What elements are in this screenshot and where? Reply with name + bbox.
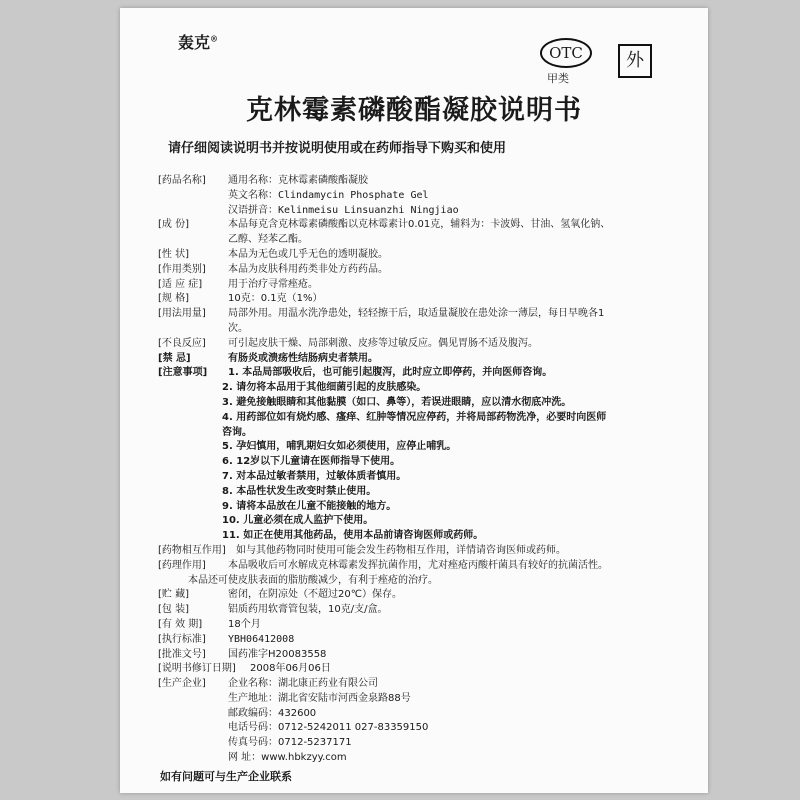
english-name: 英文名称：Clindamycin Phosphate Gel: [228, 189, 429, 201]
category-section: [作用类别] 本品为皮肤科用药类非处方药药品。: [158, 263, 388, 275]
properties-section: [性 状] 本品为无色或几乎无色的透明凝胶。: [158, 248, 388, 260]
manufacturer-fax: 传真号码：0712-5237171: [228, 737, 352, 749]
list-item: 10. 儿童必须在成人监护下使用。: [222, 515, 374, 527]
validity-section: [有 效 期] 18个月: [158, 618, 261, 630]
otc-category: 甲类: [547, 72, 569, 85]
brand-logo: 轰克®: [178, 33, 219, 52]
document-subtitle: 请仔细阅读说明书并按说明使用或在药师指导下购买和使用: [168, 141, 507, 156]
list-item: 9. 请将本品放在儿童不能接触的地方。: [222, 500, 397, 512]
manufacturer-website: 网 址：www.hbkzyy.com: [228, 752, 347, 764]
interactions-section: [药物相互作用] 如与其他药物同时使用可能会发生药物相互作用，详情请咨询医师或药师。: [158, 544, 566, 556]
manufacturer-postcode: 邮政编码：432600: [228, 707, 317, 719]
leaflet-body: [药品名称] 通用名称：克林霉素磷酸酯凝胶 英文名称：Clindamycin Phosphate Gel 汉语拼音：Kelinmeisu Linsuanzhi Ningjiao [成 份] 本品每克含克林霉素磷酸酯以克林霉素计0.01克，辅料为：卡波姆、甘油、氢氧化钠、 乙醇、羟苯乙酯。 [性 状] 本品为无色或几乎无色的透明凝胶。 [作用类别] 本品为皮肤科用药类非处方药药品。 [适 应 症] 用于治疗寻常痤疮。 [规 格] 10克：0.1克（1%） [用法用量] 局部外用。用温水洗净患处，轻轻擦干后，取适量凝胶在患处涂一薄层，每日早晚各1 次。 [不良反应] 可引起皮肤干燥、局部刺激、皮疹等过敏反应。偶见胃肠不适及腹泻。 [禁 忌] 有肠炎或溃疡性结肠病史者禁用。 [注意事项] 1. 本品局部吸收后，也可能引起腹泻，此时应立即停药，并向医师咨询。 2. 请勿将本品用于其他细菌引起的皮肤感染。 3. 避免接触眼睛和其他黏膜（如口、鼻等），若误进眼睛，应以清水彻底冲洗。 4. 用药部位如有烧灼感、瘙痒、红肿等情况应停药，并将局部药物洗净，必要时向医师 咨询。 5. 孕妇慎用，哺乳期妇女如必须使用，应停止哺乳。 6. 12岁以下儿童请在医师指导下使用。 7. 对本品过敏者禁用，过敏体质者慎用。 8. 本品性状发生改变时禁止使用。 9. 请将本品放在儿童不能接触的地方。 10. 儿童必须在成人监护下使用。 11. 如正在使用其他药品，使用本品前请咨询医师或药师。 [药物相互作用] 如与其他药物同时使用可能会发生药物相互作用，详情请咨询医师或药师。 [药理作用] 本品吸收后可水解成克林霉素发挥抗菌作用，尤对痤疮丙酸杆菌具有较好的抗菌活性。 本品还可使皮肤表面的脂肪酸减少，有利于痤疮的治疗。 [贮 藏] 密闭，在阴凉处（不超过20℃）保存。 [包 装] 铝质药用软膏管包装，10克/支/盒。 [有 效 期] 18个月 [执行标准] YBH06412008 [批准文号] 国药准字H20083558 [说明书修订日期] 2008年06月06日 [生产企业] 企业名称：湖北康正药业有限公司 生产地址：湖北省安陆市河西金泉路88号 邮政编码：432600 电话号码：0712-5242011 027-83359150 传真号码：0712-5237171 网 址：www.hbkzyy.com: [158, 174, 698, 766]
list-item: 11. 如正在使用其他药品，使用本品前请咨询医师或药师。: [222, 530, 484, 542]
drug-name-section: [药品名称] 通用名称：克林霉素磷酸酯凝胶: [158, 175, 368, 186]
external-use-badge: 外: [618, 44, 652, 78]
footer-contact-note: 如有问题可与生产企业联系: [160, 770, 292, 783]
precautions-section: [注意事项] 1. 本品局部吸收后，也可能引起腹泻，此时应立即停药，并向医师咨询。: [158, 367, 553, 379]
pharmacology-section: [药理作用] 本品吸收后可水解成克林霉素发挥抗菌作用，尤对痤疮丙酸杆菌具有较好的抗菌活性。: [158, 559, 608, 571]
instruction-leaflet: [120, 8, 708, 793]
indication-section: [适 应 症] 用于治疗寻常痤疮。: [158, 278, 318, 290]
storage-section: [贮 藏] 密闭，在阴凉处（不超过20℃）保存。: [158, 589, 402, 601]
list-item: 4. 用药部位如有烧灼感、瘙痒、红肿等情况应停药，并将局部药物洗净，必要时向医师: [222, 411, 607, 423]
revision-date-section: [说明书修订日期] 2008年06月06日: [158, 663, 331, 675]
spec-section: [规 格] 10克：0.1克（1%）: [158, 293, 323, 305]
otc-badge: OTC: [540, 38, 592, 68]
document-title: 克林霉素磷酸酯凝胶说明书: [246, 95, 582, 126]
list-item: 7. 对本品过敏者禁用，过敏体质者慎用。: [222, 470, 407, 482]
list-item: 咨询。: [222, 426, 252, 438]
list-item: 3. 避免接触眼睛和其他黏膜（如口、鼻等），若误进眼睛，应以清水彻底冲洗。: [222, 396, 572, 408]
list-item: 2. 请勿将本品用于其他细菌引起的皮肤感染。: [222, 382, 427, 394]
standard-section: [执行标准] YBH06412008: [158, 633, 295, 645]
manufacturer-section: [生产企业] 企业名称：湖北康正药业有限公司: [158, 678, 378, 690]
composition-section: [成 份] 本品每克含克林霉素磷酸酯以克林霉素计0.01克，辅料为：卡波姆、甘油、氢氧化钠、: [158, 219, 611, 231]
pinyin-name: 汉语拼音：Kelinmeisu Linsuanzhi Ningjiao: [228, 204, 459, 216]
contraindications-section: [禁 忌] 有肠炎或溃疡性结肠病史者禁用。: [158, 352, 378, 364]
list-item: 5. 孕妇慎用，哺乳期妇女如必须使用，应停止哺乳。: [222, 441, 457, 453]
list-item: 8. 本品性状发生改变时禁止使用。: [222, 485, 377, 497]
manufacturer-phone: 电话号码：0712-5242011 027-83359150: [228, 722, 429, 734]
usage-section: [用法用量] 局部外用。用温水洗净患处，轻轻擦干后，取适量凝胶在患处涂一薄层，每日早晚各1: [158, 308, 605, 320]
adverse-reactions-section: [不良反应] 可引起皮肤干燥、局部刺激、皮疹等过敏反应。偶见胃肠不适及腹泻。: [158, 337, 538, 349]
list-item: 6. 12岁以下儿童请在医师指导下使用。: [222, 456, 401, 468]
approval-section: [批准文号] 国药准字H20083558: [158, 648, 327, 660]
manufacturer-address: 生产地址：湖北省安陆市河西金泉路88号: [228, 692, 411, 704]
package-section: [包 装] 铝质药用软膏管包装，10克/支/盒。: [158, 604, 388, 616]
